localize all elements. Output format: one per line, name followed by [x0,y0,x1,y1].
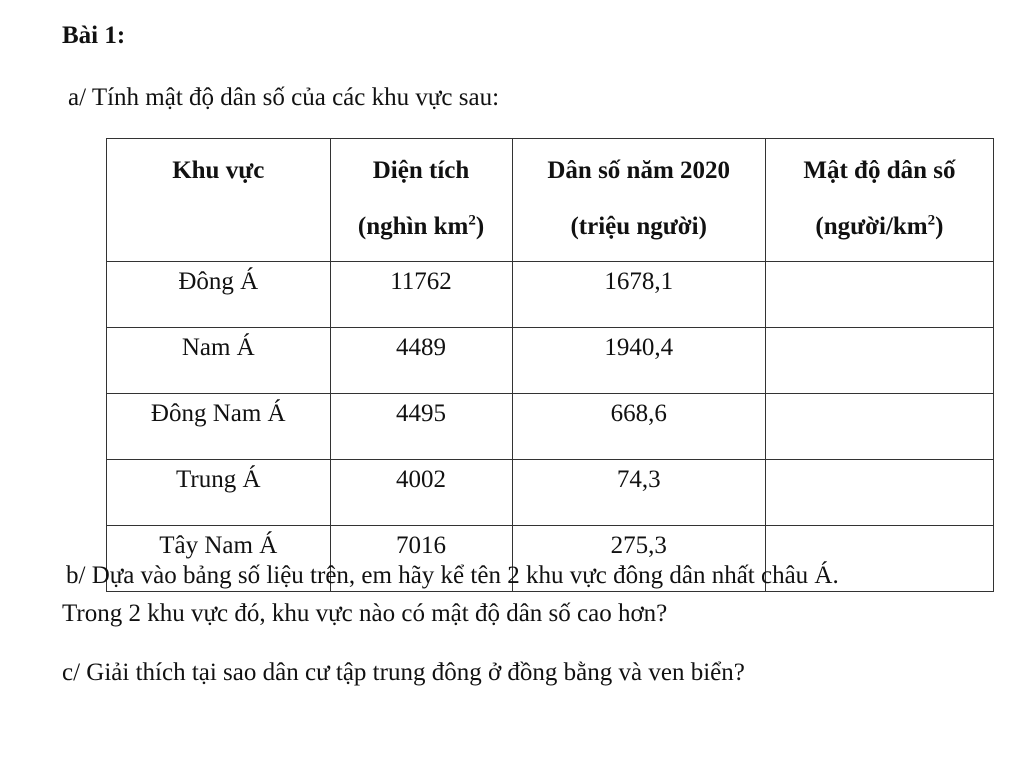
region-cell: Trung Á [107,460,331,526]
header-density-unit: $(người/km^2)$ [815,212,944,240]
question-b-line1: b/ Dựa vào bảng số liệu trên, em hãy kể tên 2 khu vực đông dân nhất châu Á. [66,562,839,589]
header-density-label: Mật độ dân số [803,157,956,184]
question-a: a/ Tính mật độ dân số của các khu vực sau: [68,84,500,111]
population-density-table [106,138,994,592]
exercise-title: Bài 1: [62,22,126,49]
header-population-unit: (triệu người) [570,213,707,240]
table-row [107,460,994,526]
header-area [330,139,512,262]
table-header-row [107,139,994,262]
area-cell: 7016 [330,526,512,592]
density-cell [765,262,993,328]
population-cell: 275,3 [512,526,765,592]
population-cell: 668,6 [512,394,765,460]
population-cell: 1940,4 [512,328,765,394]
header-region [107,139,331,262]
area-cell: 4489 [330,328,512,394]
table-row [107,394,994,460]
table-row [107,328,994,394]
density-cell [765,460,993,526]
region-cell: Đông Nam Á [107,394,331,460]
density-cell [765,394,993,460]
header-area-label: Diện tích [372,157,470,184]
density-cell [765,328,993,394]
region-cell: Đông Á [107,262,331,328]
area-cell: 11762 [330,262,512,328]
header-population-label: Dân số năm 2020 [547,157,731,184]
question-c: c/ Giải thích tại sao dân cư tập trung đông ở đồng bằng và ven biển? [62,659,745,686]
population-cell: 1678,1 [512,262,765,328]
region-cell: Tây Nam Á [107,526,331,592]
table-row [107,262,994,328]
header-population [512,139,765,262]
header-density [765,139,993,262]
area-cell: 4002 [330,460,512,526]
population-cell: 74,3 [512,460,765,526]
area-cell: 4495 [330,394,512,460]
question-b-line2: Trong 2 khu vực đó, khu vực nào có mật độ dân số cao hơn? [62,600,668,627]
region-cell: Nam Á [107,328,331,394]
header-region-label: Khu vực [172,157,265,184]
header-area-unit: (nghìn $km^2$) [357,212,485,240]
